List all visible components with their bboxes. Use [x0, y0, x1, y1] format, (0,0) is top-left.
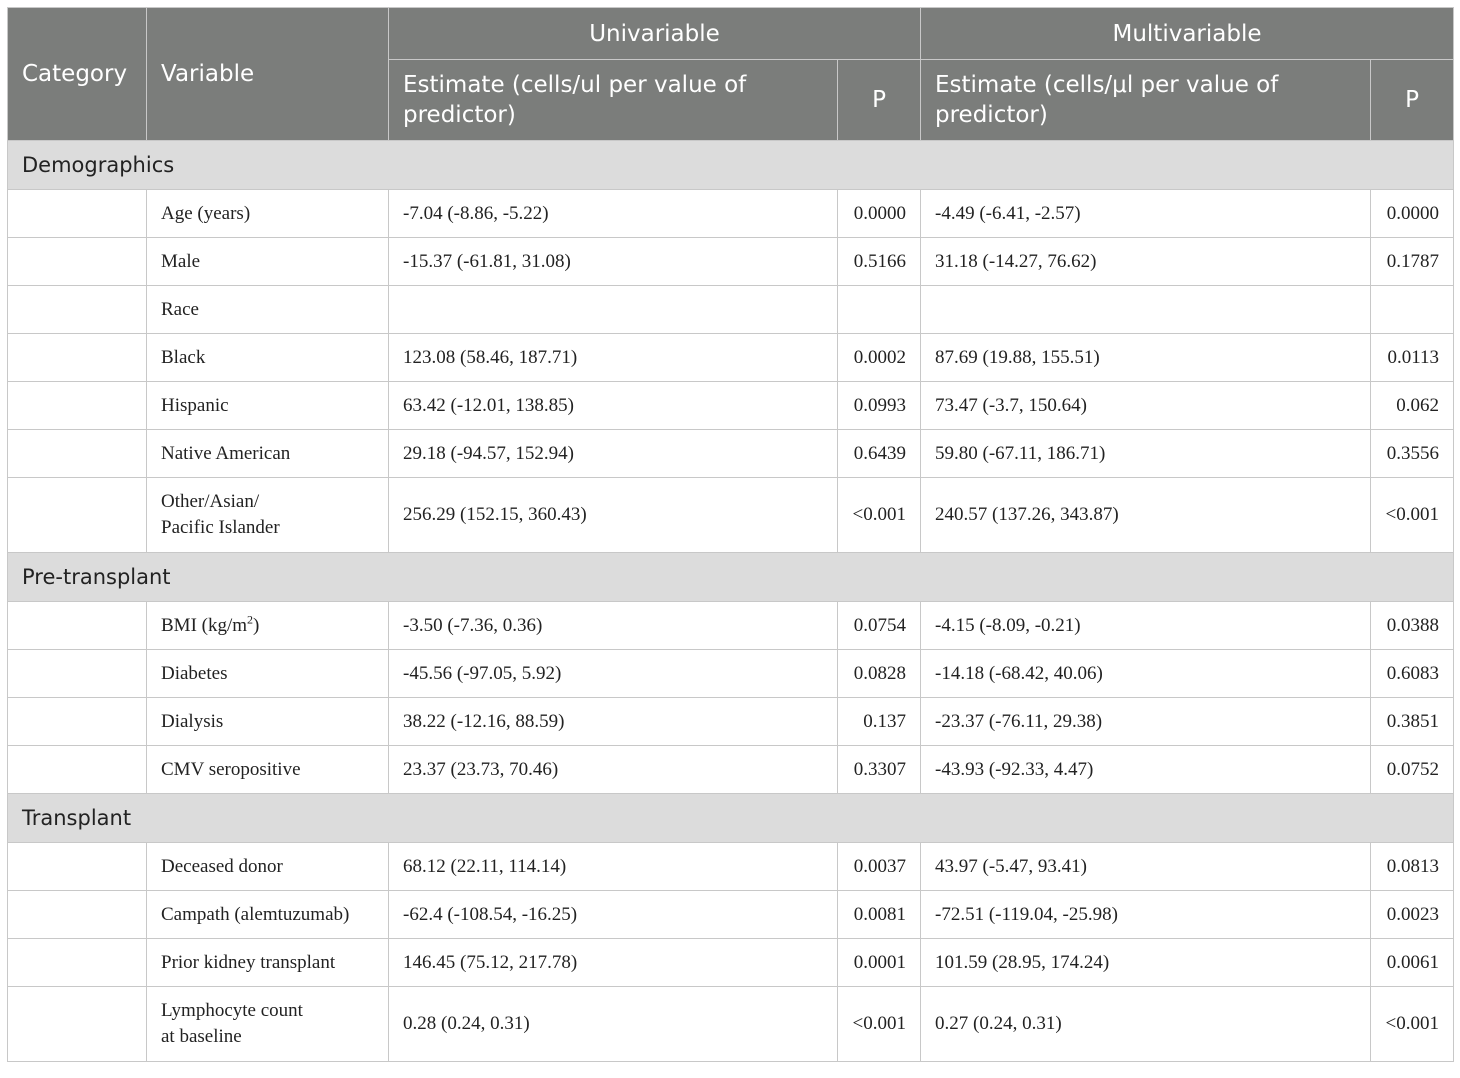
- multi-estimate-cell: 101.59 (28.95, 174.24): [921, 939, 1371, 987]
- uni-p-cell: 0.0002: [838, 334, 921, 382]
- uni-p-cell: <0.001: [838, 478, 921, 553]
- category-cell: [8, 891, 147, 939]
- category-cell: [8, 286, 147, 334]
- uni-p-cell: 0.0993: [838, 382, 921, 430]
- uni-estimate-cell: 68.12 (22.11, 114.14): [389, 843, 838, 891]
- category-cell: [8, 334, 147, 382]
- multi-p-cell: 0.0000: [1371, 190, 1454, 238]
- variable-cell: [147, 478, 389, 553]
- uni-estimate-cell: -45.56 (-97.05, 5.92): [389, 650, 838, 698]
- table-row: [8, 478, 1454, 553]
- uni-estimate-cell: -3.50 (-7.36, 0.36): [389, 602, 838, 650]
- multi-estimate-cell: 73.47 (-3.7, 150.64): [921, 382, 1371, 430]
- multi-p-cell: 0.0023: [1371, 891, 1454, 939]
- multi-p-cell: 0.6083: [1371, 650, 1454, 698]
- category-cell: [8, 478, 147, 553]
- multi-p-cell: 0.0813: [1371, 843, 1454, 891]
- header-row-group: [8, 8, 1454, 60]
- table-row: [8, 939, 1454, 987]
- header-multi-estimate: Estimate (cells/μl per value of predictor): [921, 60, 1371, 141]
- table-row: [8, 286, 1454, 334]
- section-row-transplant: [8, 794, 1454, 843]
- multi-p-cell: 0.0388: [1371, 602, 1454, 650]
- header-category: Category: [8, 8, 147, 141]
- variable-text: BMI (kg/m: [161, 614, 248, 636]
- variable-line: Pacific Islander: [161, 517, 280, 538]
- header-multivariable: Multivariable: [921, 8, 1454, 60]
- uni-estimate-cell: 23.37 (23.73, 70.46): [389, 746, 838, 794]
- multi-p-cell: 0.0061: [1371, 939, 1454, 987]
- superscript: 2: [247, 612, 254, 627]
- uni-estimate-cell: 256.29 (152.15, 360.43): [389, 478, 838, 553]
- variable-cell: Deceased donor: [147, 843, 389, 891]
- table-row: [8, 602, 1454, 650]
- table-row: [8, 650, 1454, 698]
- multi-estimate-cell: 240.57 (137.26, 343.87): [921, 478, 1371, 553]
- category-cell: [8, 650, 147, 698]
- variable-cell: Male: [147, 238, 389, 286]
- uni-p-cell: 0.0754: [838, 602, 921, 650]
- variable-text-after: ): [253, 614, 260, 636]
- uni-p-cell: 0.0081: [838, 891, 921, 939]
- uni-estimate-cell: 38.22 (-12.16, 88.59): [389, 698, 838, 746]
- table-body: [8, 141, 1454, 1062]
- variable-cell: [147, 987, 389, 1062]
- category-cell: [8, 430, 147, 478]
- table-row: [8, 891, 1454, 939]
- table-row: [8, 190, 1454, 238]
- uni-estimate-cell: 0.28 (0.24, 0.31): [389, 987, 838, 1062]
- variable-cell: [147, 602, 389, 650]
- category-cell: [8, 939, 147, 987]
- header-variable: Variable: [147, 8, 389, 141]
- uni-p-cell: 0.6439: [838, 430, 921, 478]
- uni-estimate-cell: 123.08 (58.46, 187.71): [389, 334, 838, 382]
- variable-line: at baseline: [161, 1026, 242, 1047]
- table-row: [8, 238, 1454, 286]
- uni-p-cell: 0.137: [838, 698, 921, 746]
- uni-p-cell: 0.3307: [838, 746, 921, 794]
- multi-p-cell: <0.001: [1371, 478, 1454, 553]
- table-row: [8, 698, 1454, 746]
- variable-line: Other/Asian/: [161, 491, 260, 512]
- uni-estimate-cell: -62.4 (-108.54, -16.25): [389, 891, 838, 939]
- category-cell: [8, 698, 147, 746]
- multi-estimate-cell: -4.49 (-6.41, -2.57): [921, 190, 1371, 238]
- table-row: [8, 843, 1454, 891]
- category-cell: [8, 602, 147, 650]
- header-univariable: Univariable: [389, 8, 921, 60]
- section-label: Transplant: [8, 794, 1454, 843]
- uni-estimate-cell: 29.18 (-94.57, 152.94): [389, 430, 838, 478]
- category-cell: [8, 190, 147, 238]
- header-multi-p: P: [1371, 60, 1454, 141]
- header-uni-p: P: [838, 60, 921, 141]
- multi-p-cell: 0.1787: [1371, 238, 1454, 286]
- category-cell: [8, 746, 147, 794]
- multi-p-cell: 0.0113: [1371, 334, 1454, 382]
- multi-estimate-cell: 59.80 (-67.11, 186.71): [921, 430, 1371, 478]
- table-row: [8, 987, 1454, 1062]
- uni-p-cell: 0.5166: [838, 238, 921, 286]
- multi-estimate-cell: -4.15 (-8.09, -0.21): [921, 602, 1371, 650]
- uni-estimate-cell: -15.37 (-61.81, 31.08): [389, 238, 838, 286]
- section-label: Demographics: [8, 141, 1454, 190]
- category-cell: [8, 382, 147, 430]
- multi-estimate-cell: 31.18 (-14.27, 76.62): [921, 238, 1371, 286]
- section-row-pre-transplant: [8, 553, 1454, 602]
- section-label: Pre-transplant: [8, 553, 1454, 602]
- header-uni-estimate: Estimate (cells/ul per value of predictor): [389, 60, 838, 141]
- uni-estimate-cell: [389, 286, 838, 334]
- variable-cell: Black: [147, 334, 389, 382]
- variable-cell: Hispanic: [147, 382, 389, 430]
- uni-p-cell: 0.0828: [838, 650, 921, 698]
- uni-p-cell: 0.0000: [838, 190, 921, 238]
- uni-estimate-cell: 63.42 (-12.01, 138.85): [389, 382, 838, 430]
- variable-cell: Prior kidney transplant: [147, 939, 389, 987]
- table-row: [8, 430, 1454, 478]
- uni-estimate-cell: 146.45 (75.12, 217.78): [389, 939, 838, 987]
- regression-table: [7, 7, 1454, 1062]
- table-row: [8, 334, 1454, 382]
- multi-p-cell: 0.0752: [1371, 746, 1454, 794]
- variable-cell: Campath (alemtuzumab): [147, 891, 389, 939]
- multi-p-cell: [1371, 286, 1454, 334]
- multi-estimate-cell: -14.18 (-68.42, 40.06): [921, 650, 1371, 698]
- multi-estimate-cell: 43.97 (-5.47, 93.41): [921, 843, 1371, 891]
- multi-estimate-cell: -43.93 (-92.33, 4.47): [921, 746, 1371, 794]
- multi-p-cell: <0.001: [1371, 987, 1454, 1062]
- section-row-demographics: [8, 141, 1454, 190]
- variable-line: Lymphocyte count: [161, 1000, 303, 1021]
- table-row: [8, 382, 1454, 430]
- multi-p-cell: 0.3851: [1371, 698, 1454, 746]
- variable-cell: CMV seropositive: [147, 746, 389, 794]
- variable-cell: Dialysis: [147, 698, 389, 746]
- uni-estimate-cell: -7.04 (-8.86, -5.22): [389, 190, 838, 238]
- variable-cell: Age (years): [147, 190, 389, 238]
- category-cell: [8, 238, 147, 286]
- uni-p-cell: 0.0037: [838, 843, 921, 891]
- category-cell: [8, 987, 147, 1062]
- multi-p-cell: 0.062: [1371, 382, 1454, 430]
- multi-p-cell: 0.3556: [1371, 430, 1454, 478]
- uni-p-cell: [838, 286, 921, 334]
- multi-estimate-cell: 87.69 (19.88, 155.51): [921, 334, 1371, 382]
- table-row: [8, 746, 1454, 794]
- uni-p-cell: <0.001: [838, 987, 921, 1062]
- variable-cell: Diabetes: [147, 650, 389, 698]
- variable-cell: Race: [147, 286, 389, 334]
- uni-p-cell: 0.0001: [838, 939, 921, 987]
- category-cell: [8, 843, 147, 891]
- multi-estimate-cell: -23.37 (-76.11, 29.38): [921, 698, 1371, 746]
- multi-estimate-cell: -72.51 (-119.04, -25.98): [921, 891, 1371, 939]
- variable-cell: Native American: [147, 430, 389, 478]
- multi-estimate-cell: 0.27 (0.24, 0.31): [921, 987, 1371, 1062]
- table-header: [8, 8, 1454, 141]
- multi-estimate-cell: [921, 286, 1371, 334]
